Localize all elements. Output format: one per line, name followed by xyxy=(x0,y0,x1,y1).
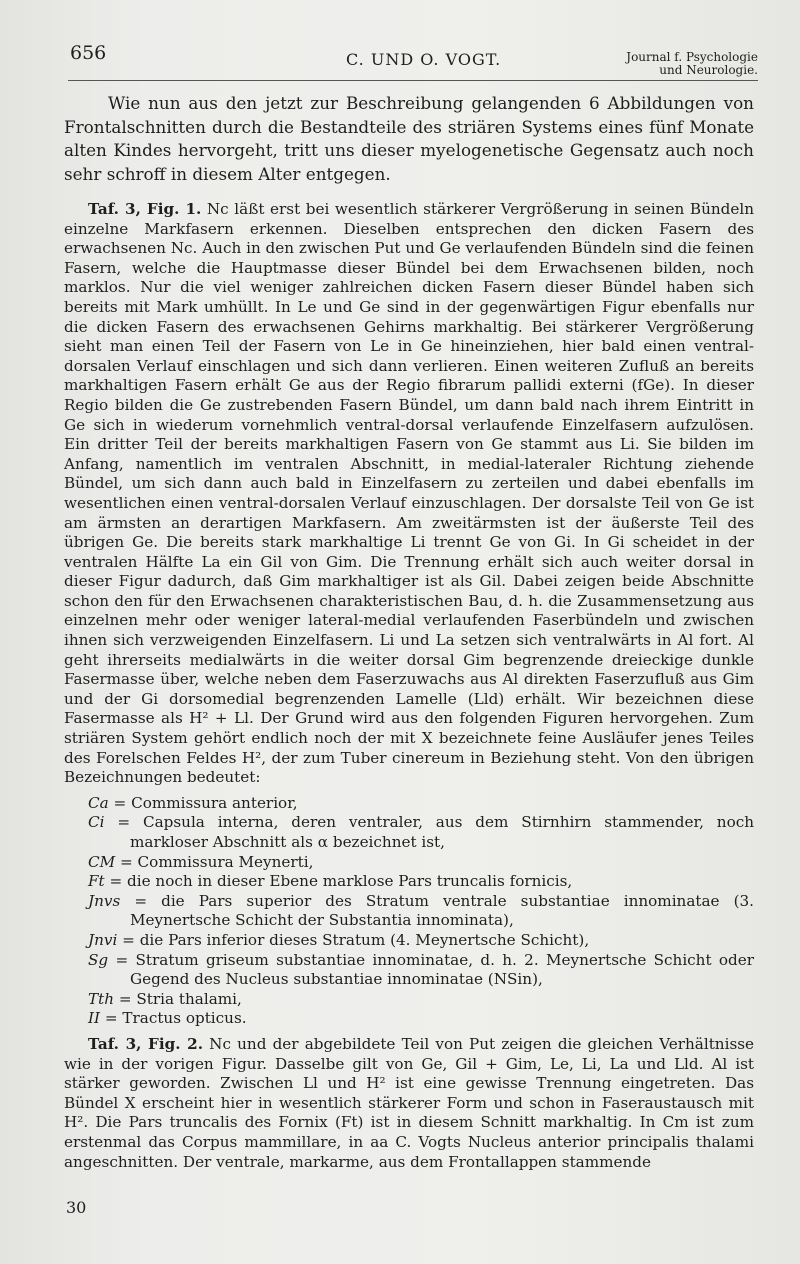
fig1-paragraph xyxy=(64,200,754,788)
definition-abbr: CM xyxy=(88,852,116,871)
definition-abbr: Tth xyxy=(88,989,115,1008)
definition-abbr: Ci xyxy=(88,813,105,832)
definition-text: = Capsula interna, deren ventraler, aus dem Stirnhirn stammender, noch markloser Abschnitt als α bezeichnet ist, xyxy=(117,813,754,851)
running-head: C. UND O. VOGT. xyxy=(346,50,502,69)
fig2-text: Nc und der abgebildete Teil von Put zeigen die gleichen Verhältnisse wie in der vorigen Figur. Dasselbe gilt von Ge, Gil + Gim, Le, Li, La und Lld. Al ist stärker geworden. Zwischen Ll und H² ist eine gewisse Trennung eingetreten. Das Bündel X erscheint hier in wesentlich stärkerer Form und schon in Faseraustausch mit H². Die Pars truncalis des Fornix (Ft) ist in diesem Schnitt markhaltig. In Cm ist zum erstenmal das Corpus mammillare, in aa C. Vogts Nucleus anterior principalis thalami angeschnitten. Der ventrale, markarme, aus dem Frontallappen stammende xyxy=(64,1034,755,1171)
definition-abbr: Jnvs xyxy=(88,891,121,910)
definition-item xyxy=(64,931,754,951)
definition-item xyxy=(64,853,754,873)
definition-abbr: Sg xyxy=(88,950,109,969)
definition-abbr: II xyxy=(88,1009,100,1028)
definition-item xyxy=(64,951,754,990)
definition-list xyxy=(64,794,754,1029)
definition-item xyxy=(64,892,754,931)
definition-text: = die Pars inferior dieses Stratum (4. Meynertsche Schicht), xyxy=(122,930,590,949)
definition-text: = Commissura anterior, xyxy=(113,793,298,812)
definition-text: = Commissura Meynerti, xyxy=(120,852,314,871)
fig1-text: Nc läßt erst bei wesentlich stärkerer Vergrößerung in seinen Bündeln einzelne Markfasern erkennen. Dieselben entsprechen den dicken Fasern des erwachsenen Nc. Auch in den zwischen Put und Ge verlaufenden Bündeln sind die feinen Fasern, welche die Hauptmasse dieser Bündel bei dem Erwachsenen bilden, noch marklos. Nur die viel weniger zahlreichen dicken Fasern dieser Bündel haben sich bereits mit Mark umhüllt. In Le und Ge sind in der gegenwärtigen Figur ebenfalls nur die dicken Fasern des erwachsenen Gehirns markhaltig. Bei stärkerer Vergrößerung sieht man einen Teil der Fasern von Le in Ge hineinziehen, hier bald einen ventral-dorsalen Verlauf einschlagen und sich dann verlieren. Einen weiteren Zufluß an bereits markhaltigen Fasern erhält Ge aus der Regio fibrarum pallidi externi (fGe). In dieser Regio bilden die Ge zustrebenden Fasern Bündel, um dann bald nach ihrem Eintritt in Ge sich in wiederum vornehmlich ventral-dorsal verlaufende Einzelfasern aufzulösen. Ein dritter Teil der bereits markhaltigen Fasern von Ge stammt aus Li. Sie bilden im Anfang, namentlich im ventralen Abschnitt, in medial-lateraler Richtung ziehende Bündel, um sich dann auch bald in Einzelfasern zu zerteilen und dabei ebenfalls im wesentlichen einen ventral-dorsalen Verlauf einzuschlagen. Der dorsalste Teil von Ge ist am ärmsten an derartigen Markfasern. Am zweitärmsten ist der äußerste Teil des übrigen Ge. Die bereits stark markhaltige Li trennt Ge von Gi. In Gi scheidet in der ventralen Hälfte La ein Gil von Gim. Die Trennung erhält sich auch weiter dorsal in dieser Figur dadurch, daß Gim markhaltiger ist als Gil. Dabei zeigen beide Abschnitte schon den für den Erwachsenen charakteristischen Bau, d. h. die Zusammensetzung aus einzelnen mehr oder weniger lateral-medial verlaufenden Faserbündeln und zwischen ihnen sich verzweigenden Einzelfasern. Li und La setzen sich ventralwärts in Al fort. Al geht ihrerseits medialwärts in die weiter dorsal Gim begrenzende dreieckige dunkle Fasermasse über, welche neben dem Faserzuwachs aus Al direkten Faserzufluß aus Gim und der Gi dorsomedial begrenzenden Lamelle (Lld) erhält. Wir bezeichnen diese Fasermasse als H² + Ll. Der Grund wird aus den folgenden Figuren hervorgehen. Zum striären System gehört endlich noch der mit X bezeichnete feine Ausläufer jenes Teiles des Forelschen Feldes H², der zum Tuber cinereum in Beziehung steht. Von den übrigen Bezeichnungen bedeutet: xyxy=(64,200,754,787)
definition-text: = Stratum griseum substantiae innominatae, d. h. 2. Meynertsche Schicht oder Gegend des Nucleus substantiae innominatae (NSin), xyxy=(115,950,755,989)
definition-text: = Stria thalami, xyxy=(118,989,242,1008)
body-text xyxy=(64,92,754,1178)
definition-abbr: Jnvi xyxy=(88,930,118,949)
definition-item xyxy=(64,872,754,892)
printer-signature: 30 xyxy=(66,1198,87,1217)
page-header xyxy=(68,40,758,81)
definition-text: = Tractus opticus. xyxy=(104,1009,247,1028)
definition-abbr: Ca xyxy=(88,793,109,812)
definition-item xyxy=(64,1009,754,1029)
definition-text: = die Pars superior des Stratum ventrale substantiae innominatae (3. Meynertsche Schicht der Substantia innominata), xyxy=(130,891,755,930)
definition-item xyxy=(64,990,754,1010)
journal-title xyxy=(626,51,758,77)
definition-item xyxy=(64,794,754,814)
intro-paragraph: Wie nun aus den jetzt zur Beschreibung gelangenden 6 Abbildungen von Frontalschnitten durch die Bestandteile des striären Systems eines fünf Monate alten Kindes hervorgeht, tritt uns dieser myelogenetische Gegensatz auch noch sehr schroff in diesem Alter entgegen. xyxy=(64,93,754,184)
definition-item xyxy=(64,813,754,852)
fig2-paragraph xyxy=(64,1035,754,1172)
journal-title-line2: und Neurologie. xyxy=(659,63,758,77)
fig2-label: Taf. 3, Fig. 2. xyxy=(88,1034,203,1053)
page-number: 656 xyxy=(70,42,107,64)
definition-text: = die noch in dieser Ebene marklose Pars truncalis fornicis, xyxy=(109,872,573,891)
definition-abbr: Ft xyxy=(88,872,105,891)
fig1-label: Taf. 3, Fig. 1. xyxy=(88,200,202,218)
journal-title-line1: Journal f. Psychologie xyxy=(626,50,758,64)
